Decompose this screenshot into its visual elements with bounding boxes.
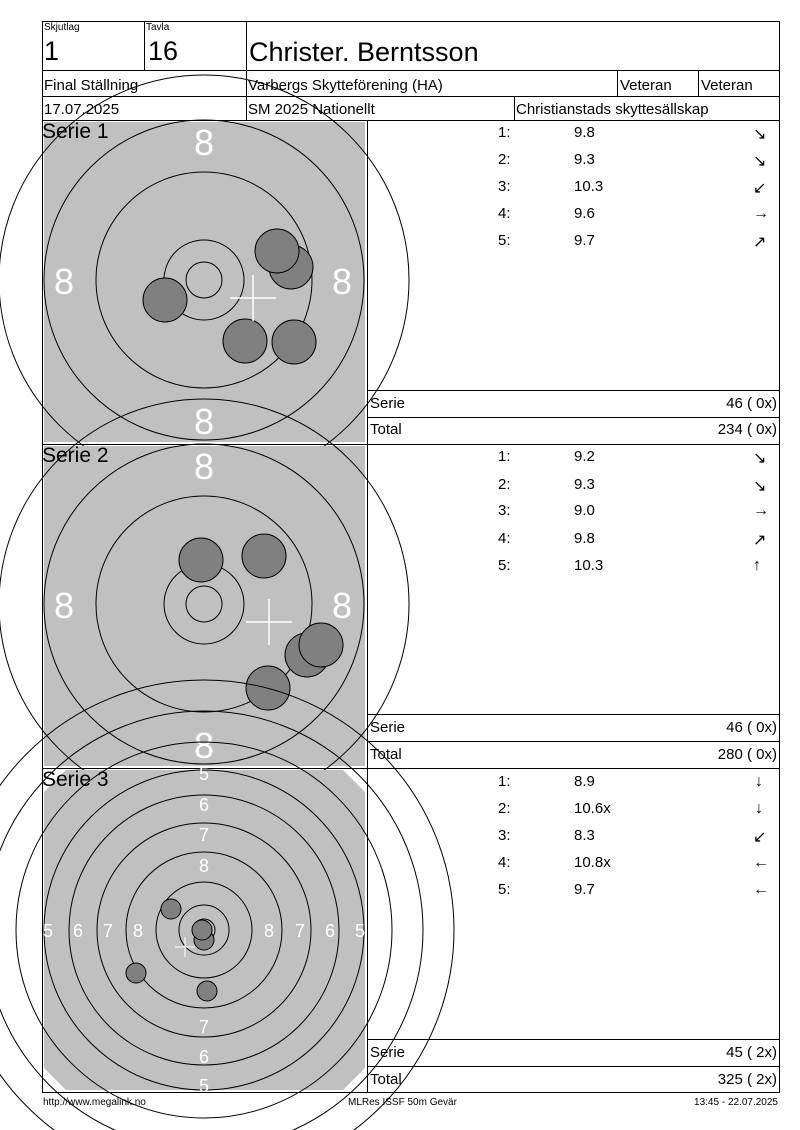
skjutlag-value: 1 [44,36,60,66]
total-label: Total [370,421,402,438]
direction-arrow-icon: → [753,502,769,519]
shot-score: 8.3 [574,827,595,844]
total-label: Total [370,1071,402,1088]
direction-arrow-icon: ↗ [753,532,767,549]
list-item [368,448,778,474]
shot-score: 10.6x [574,800,611,817]
shot-number: 4: [498,854,511,871]
ring-number-left-5: 5 [42,921,54,941]
serie-label: Serie [370,1044,406,1061]
list-item [368,854,778,880]
list-item [368,881,778,907]
shot-number: 1: [498,773,511,790]
ring-number-right-8: 8 [263,921,275,941]
shot-number: 1: [498,124,511,141]
ring-number-bottom-6: 6 [198,1047,210,1067]
shot-5 [242,534,286,578]
list-item [368,476,778,502]
series-1-title: Serie 1 [42,120,109,143]
footer-url-link[interactable]: http://www.megalink.no [43,1097,146,1108]
shot-score: 9.2 [574,448,595,465]
shot-number: 3: [498,502,511,519]
shot-number: 4: [498,205,511,222]
organizer: Christianstads skyttesällskap [516,101,709,118]
shot-number: 1: [498,448,511,465]
shot-number: 5: [498,232,511,249]
direction-arrow-icon: ↘ [753,126,767,143]
ring-number-bottom: 8 [193,401,215,442]
shot-number: 5: [498,557,511,574]
ring-number-right: 8 [331,261,353,302]
ring-number-top-5: 5 [198,764,210,784]
list-item [368,800,778,826]
shot-2 [255,229,299,273]
direction-arrow-icon: ↘ [753,153,767,170]
ring-number-bottom-7: 7 [198,1017,210,1037]
list-item [368,502,778,528]
serie-label: Serie [370,719,406,736]
serie-score: 46 ( 0x) [726,395,777,412]
shot-score: 9.8 [574,530,595,547]
direction-arrow-icon: → [753,205,769,222]
list-item [368,151,778,177]
list-item [368,530,778,556]
shot-3 [143,278,187,322]
class-2: Veteran [701,77,753,94]
shot-score: 9.0 [574,502,595,519]
shot-number: 4: [498,530,511,547]
footer-software: MLRes ISSF 50m Gevär [348,1097,457,1108]
footer-timestamp: 13:45 - 22.07.2025 [694,1097,778,1108]
ring-number-bottom: 8 [193,725,215,766]
shot-score: 9.8 [574,124,595,141]
shot-4 [272,320,316,364]
shot-1 [197,981,217,1001]
shot-score: 9.7 [574,232,595,249]
ring-number-left: 8 [53,261,75,302]
ring-number-right-7: 7 [294,921,306,941]
serie-label: Serie [370,395,406,412]
ring-number-top: 8 [193,122,215,163]
competition: SM 2025 Nationellt [248,101,375,118]
shooter-name: Christer. Berntsson [249,37,479,67]
ring-number-left-8: 8 [132,921,144,941]
direction-arrow-icon: ← [753,854,769,871]
list-item [368,827,778,853]
ring-number-left-6: 6 [72,921,84,941]
tavla-value: 16 [148,36,179,66]
direction-arrow-icon: ↘ [753,478,767,495]
stage-label: Final Ställning [44,77,139,94]
direction-arrow-icon: ↑ [753,557,761,574]
ring-number-bottom-5: 5 [198,1076,210,1096]
total-score: 280 ( 0x) [717,746,777,763]
direction-arrow-icon: ↙ [753,829,767,846]
series-1-target [44,122,365,442]
list-item [368,205,778,231]
shot-number: 5: [498,881,511,898]
shot-number: 3: [498,827,511,844]
shot-3 [299,623,343,667]
list-item [368,557,778,583]
series-2-target [44,446,365,766]
direction-arrow-icon: ↘ [753,450,767,467]
ring-number-top-6: 6 [198,795,210,815]
shot-5 [223,319,267,363]
series-2-title: Serie 2 [42,444,109,467]
club-name: Varbergs Skytteförening (HA) [248,77,443,94]
total-score: 234 ( 0x) [717,421,777,438]
direction-arrow-icon: ↓ [755,773,763,790]
shot-number: 2: [498,151,511,168]
shot-score: 10.3 [574,557,604,574]
shot-score: 9.3 [574,151,595,168]
shot-5 [161,899,181,919]
total-label: Total [370,746,402,763]
direction-arrow-icon: ↓ [755,800,763,817]
ring-number-top: 8 [193,446,215,487]
list-item [368,232,778,258]
ring-number-left-7: 7 [102,921,114,941]
serie-score: 46 ( 0x) [726,719,777,736]
shot-score: 8.9 [574,773,595,790]
ring-number-right-5: 5 [354,921,366,941]
shot-score: 10.8x [574,854,611,871]
series-3-target [42,764,366,1096]
shot-3 [126,963,146,983]
direction-arrow-icon: ↙ [753,180,767,197]
ring-number-right-6: 6 [324,921,336,941]
total-score: 325 ( 2x) [717,1071,777,1088]
shot-4 [179,538,223,582]
direction-arrow-icon: ↗ [753,234,767,251]
serie-score: 45 ( 2x) [726,1044,777,1061]
skjutlag-label: Skjutlag [44,22,80,33]
ring-number-top-7: 7 [198,825,210,845]
shot-score: 9.3 [574,476,595,493]
class-1: Veteran [620,77,672,94]
list-item [368,773,778,799]
direction-arrow-icon: ← [753,881,769,898]
shot-number: 2: [498,476,511,493]
ring-number-left: 8 [53,585,75,626]
shot-number: 2: [498,800,511,817]
ring-number-right: 8 [331,585,353,626]
ring-number-top-8: 8 [198,856,210,876]
shot-score: 9.6 [574,205,595,222]
list-item [368,124,778,150]
list-item [368,178,778,204]
shot-number: 3: [498,178,511,195]
tavla-label: Tavla [146,22,170,33]
date: 17.07.2025 [44,101,120,118]
shot-score: 9.7 [574,881,595,898]
shot-score: 10.3 [574,178,604,195]
shot-4 [192,920,212,940]
series-3-title: Serie 3 [42,768,109,791]
